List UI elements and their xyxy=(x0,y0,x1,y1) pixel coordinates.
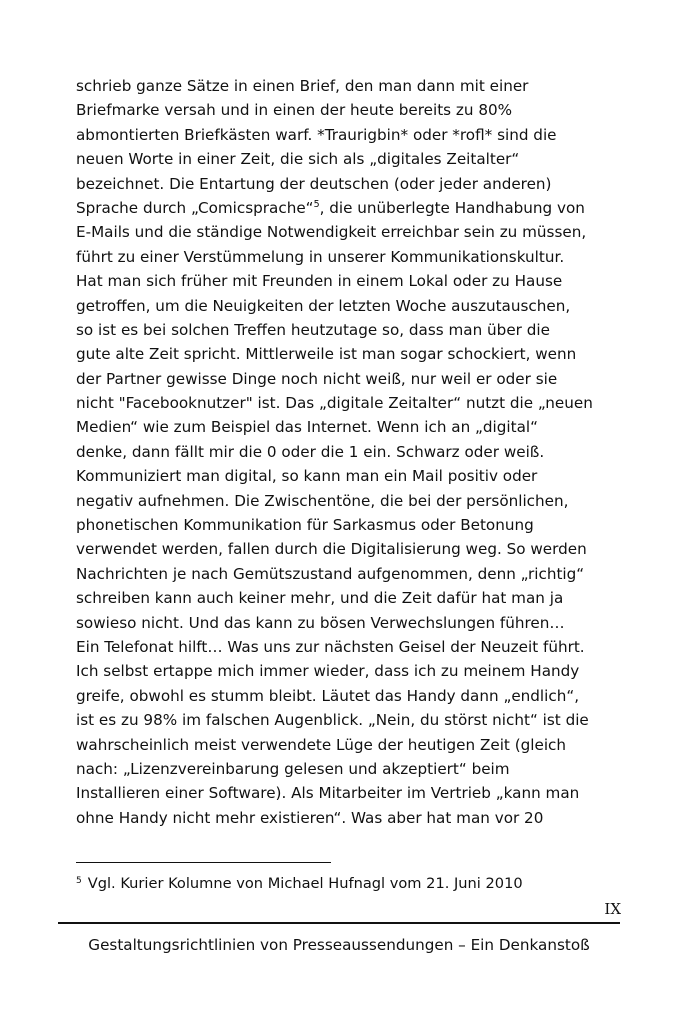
footer-divider xyxy=(58,922,620,924)
body-line: neuen Worte in einer Zeit, die sich als „digitales Zeitalter“ xyxy=(76,150,520,169)
body-line: denke, dann fällt mir die 0 oder die 1 ein. Schwarz oder weiß. xyxy=(76,442,545,461)
body-line: nach: „Lizenzvereinbarung gelesen und akzeptiert“ beim xyxy=(76,759,510,778)
body-line: getroffen, um die Neuigkeiten der letzten Woche auszutauschen, xyxy=(76,296,571,315)
body-line: wahrscheinlich meist verwendete Lüge der heutigen Zeit (gleich xyxy=(76,735,567,754)
body-line: greife, obwohl es stumm bleibt. Läutet das Handy dann „endlich“, xyxy=(76,686,580,705)
page-number: IX xyxy=(604,900,621,918)
body-line: Ein Telefonat hilft… Was uns zur nächsten Geisel der Neuzeit führt. xyxy=(76,637,585,656)
body-line: sowieso nicht. Und das kann zu bösen Verwechslungen führen… xyxy=(76,613,565,632)
body-line: schrieb ganze Sätze in einen Brief, den man dann mit einer xyxy=(76,77,529,95)
footnote-divider xyxy=(76,862,331,863)
body-line: gute alte Zeit spricht. Mittlerweile ist man sogar schockiert, wenn xyxy=(76,345,577,364)
footnote xyxy=(76,872,523,896)
body-line: abmontierten Briefkästen warf. *Traurigbin* oder *rofl* sind die xyxy=(76,125,557,144)
body-text xyxy=(76,74,621,830)
body-line: ist es zu 98% im falschen Augenblick. „Nein, du störst nicht“ ist die xyxy=(76,711,589,730)
body-line: Ich selbst ertappe mich immer wieder, dass ich zu meinem Handy xyxy=(76,662,580,681)
body-line: Kommuniziert man digital, so kann man ein Mail positiv oder xyxy=(76,467,538,486)
body-line: verwendet werden, fallen durch die Digitalisierung weg. So werden xyxy=(76,540,587,559)
footnote-text: Vgl. Kurier Kolumne von Michael Hufnagl vom 21. Juni 2010 xyxy=(87,875,523,892)
body-line: Medien“ wie zum Beispiel das Internet. Wenn ich an „digital“ xyxy=(76,418,538,437)
body-line: Briefmarke versah und in einen der heute bereits zu 80% xyxy=(76,101,513,120)
body-line: ohne Handy nicht mehr existieren“. Was aber hat man vor 20 xyxy=(76,808,544,827)
body-line: nicht "Facebooknutzer" ist. Das „digitale Zeitalter“ nutzt die „neuen xyxy=(76,394,593,413)
body-line: so ist es bei solchen Treffen heutzutage so, dass man über die xyxy=(76,320,550,339)
body-line: Nachrichten je nach Gemütszustand aufgenommen, denn „richtig“ xyxy=(76,564,585,583)
footnote-number: 5 xyxy=(76,876,82,886)
body-line: schreiben kann auch keiner mehr, und die Zeit dafür hat man ja xyxy=(76,589,564,608)
body-line: der Partner gewisse Dinge noch nicht weiß, nur weil er oder sie xyxy=(76,369,558,388)
footer-title: Gestaltungsrichtlinien von Presseaussendungen – Ein Denkanstoß xyxy=(88,936,590,954)
body-line-text: , die unüberlegte Handhabung von xyxy=(319,198,585,217)
body-line xyxy=(76,196,621,220)
body-line: führt zu einer Verstümmelung in unserer Kommunikationskultur. xyxy=(76,247,565,266)
body-line: negativ aufnehmen. Die Zwischentöne, die bei der persönlichen, xyxy=(76,491,569,510)
footnote-reference[interactable]: 5 xyxy=(313,198,320,210)
body-line: E-Mails und die ständige Notwendigkeit erreichbar sein zu müssen, xyxy=(76,223,587,242)
body-line: Installieren einer Software). Als Mitarbeiter im Vertrieb „kann man xyxy=(76,784,580,803)
body-line-text: Sprache durch „Comicsprache“ xyxy=(76,198,314,217)
body-line: phonetischen Kommunikation für Sarkasmus oder Betonung xyxy=(76,516,534,535)
body-line: Hat man sich früher mit Freunden in einem Lokal oder zu Hause xyxy=(76,272,563,291)
body-line: bezeichnet. Die Entartung der deutschen (oder jeder anderen) xyxy=(76,174,552,193)
